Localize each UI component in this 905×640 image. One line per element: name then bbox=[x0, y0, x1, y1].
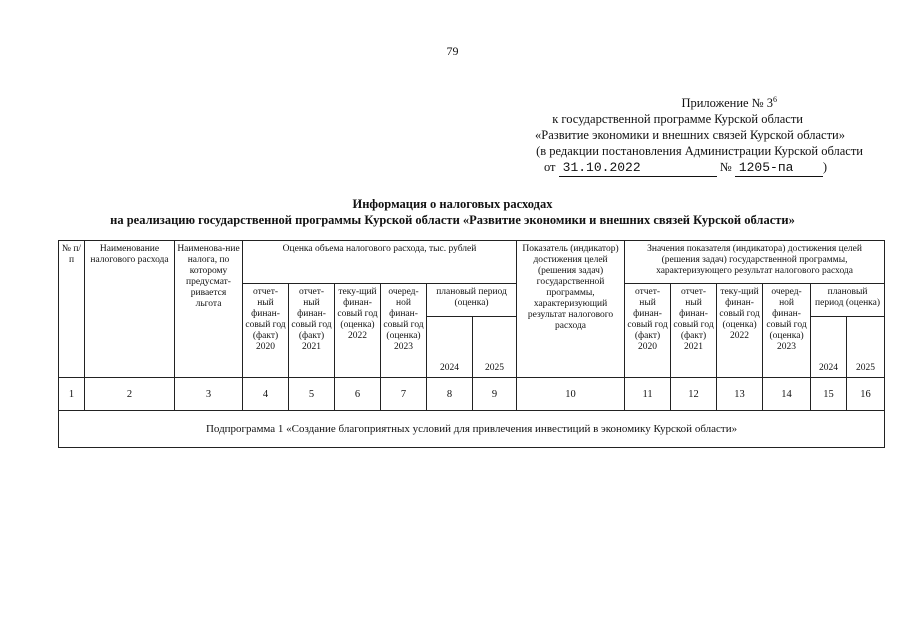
column-number: 9 bbox=[473, 378, 517, 411]
appendix-block bbox=[483, 92, 863, 177]
tax-expenditure-table bbox=[58, 240, 885, 448]
document-title bbox=[0, 196, 905, 228]
column-number: 7 bbox=[381, 378, 427, 411]
header-indicator: Показатель (индикатор) достижения целей (решения задач) государственной программы, характеризующий результат налогового расхода bbox=[517, 241, 625, 378]
appendix-date-line bbox=[483, 159, 863, 177]
header-estimate-year-2022: теку-щий финан-совый год (оценка) 2022 bbox=[335, 284, 381, 378]
header-estimate-plan: плановый период (оценка) bbox=[427, 284, 517, 317]
column-number: 8 bbox=[427, 378, 473, 411]
date-value: 31.10.2022 bbox=[559, 160, 717, 177]
column-number: 4 bbox=[243, 378, 289, 411]
document-title-line1: Информация о налоговых расходах bbox=[352, 197, 553, 211]
header-estimate-year-2020: отчет-ный финан-совый год (факт) 2020 bbox=[243, 284, 289, 378]
header-estimate: Оценка объема налогового расхода, тыс. рублей bbox=[243, 241, 517, 284]
column-number: 15 bbox=[811, 378, 847, 411]
header-value-year-2023: очеред-ной финан-совый год (оценка) 2023 bbox=[763, 284, 811, 378]
date-prefix: от bbox=[543, 160, 556, 175]
header-estimate-year-2021: отчет-ный финан-совый год (факт) 2021 bbox=[289, 284, 335, 378]
page-number: 79 bbox=[446, 44, 459, 58]
header-value-year-2022: теку-щий финан-совый год (оценка) 2022 bbox=[717, 284, 763, 378]
num-prefix: № bbox=[719, 160, 732, 175]
num-value: 1205-па bbox=[735, 160, 823, 177]
column-number: 2 bbox=[85, 378, 175, 411]
header-col-tax: Наименова-ние налога, по которому предусмат-ривается льгота bbox=[175, 241, 243, 378]
header-col-name: Наименование налогового расхода bbox=[85, 241, 175, 378]
column-number: 10 bbox=[517, 378, 625, 411]
header-value-plan: плановый период (оценка) bbox=[811, 284, 885, 317]
column-number: 13 bbox=[717, 378, 763, 411]
appendix-title-line bbox=[483, 92, 863, 111]
header-estimate-year-2023: очеред-ной финан-совый год (оценка) 2023 bbox=[381, 284, 427, 378]
column-number: 14 bbox=[763, 378, 811, 411]
appendix-line2: к государственной программе Курской области bbox=[552, 112, 803, 127]
header-col-num: № п/п bbox=[59, 241, 85, 378]
column-number-row bbox=[59, 378, 885, 411]
header-estimate-2024: 2024 bbox=[427, 317, 473, 378]
header-value-2024: 2024 bbox=[811, 317, 847, 378]
column-number: 12 bbox=[671, 378, 717, 411]
close-paren: ) bbox=[822, 160, 827, 175]
appendix-title-sup: 6 bbox=[773, 95, 777, 104]
column-number: 6 bbox=[335, 378, 381, 411]
appendix-title: Приложение № 3 bbox=[681, 96, 773, 111]
column-number: 16 bbox=[847, 378, 885, 411]
document-title-line2: на реализацию государственной программы Курской области «Развитие экономики и внешних связей Курской области» bbox=[110, 213, 795, 227]
header-value-2025: 2025 bbox=[847, 317, 885, 378]
subprogram-row: Подпрограмма 1 «Создание благоприятных условий для привлечения инвестиций в экономику Курской области» bbox=[59, 411, 885, 448]
header-value-year-2021: отчет-ный финан-совый год (факт) 2021 bbox=[671, 284, 717, 378]
appendix-line4: (в редакции постановления Администрации Курской области bbox=[536, 144, 863, 159]
column-number: 1 bbox=[59, 378, 85, 411]
column-number: 3 bbox=[175, 378, 243, 411]
header-values: Значения показателя (индикатора) достижения целей (решения задач) государственной программы, характеризующего результат налогового расхода bbox=[625, 241, 885, 284]
header-estimate-2025: 2025 bbox=[473, 317, 517, 378]
appendix-line3: «Развитие экономики и внешних связей Курской области» bbox=[535, 128, 845, 143]
header-value-year-2020: отчет-ный финан-совый год (факт) 2020 bbox=[625, 284, 671, 378]
column-number: 5 bbox=[289, 378, 335, 411]
column-number: 11 bbox=[625, 378, 671, 411]
